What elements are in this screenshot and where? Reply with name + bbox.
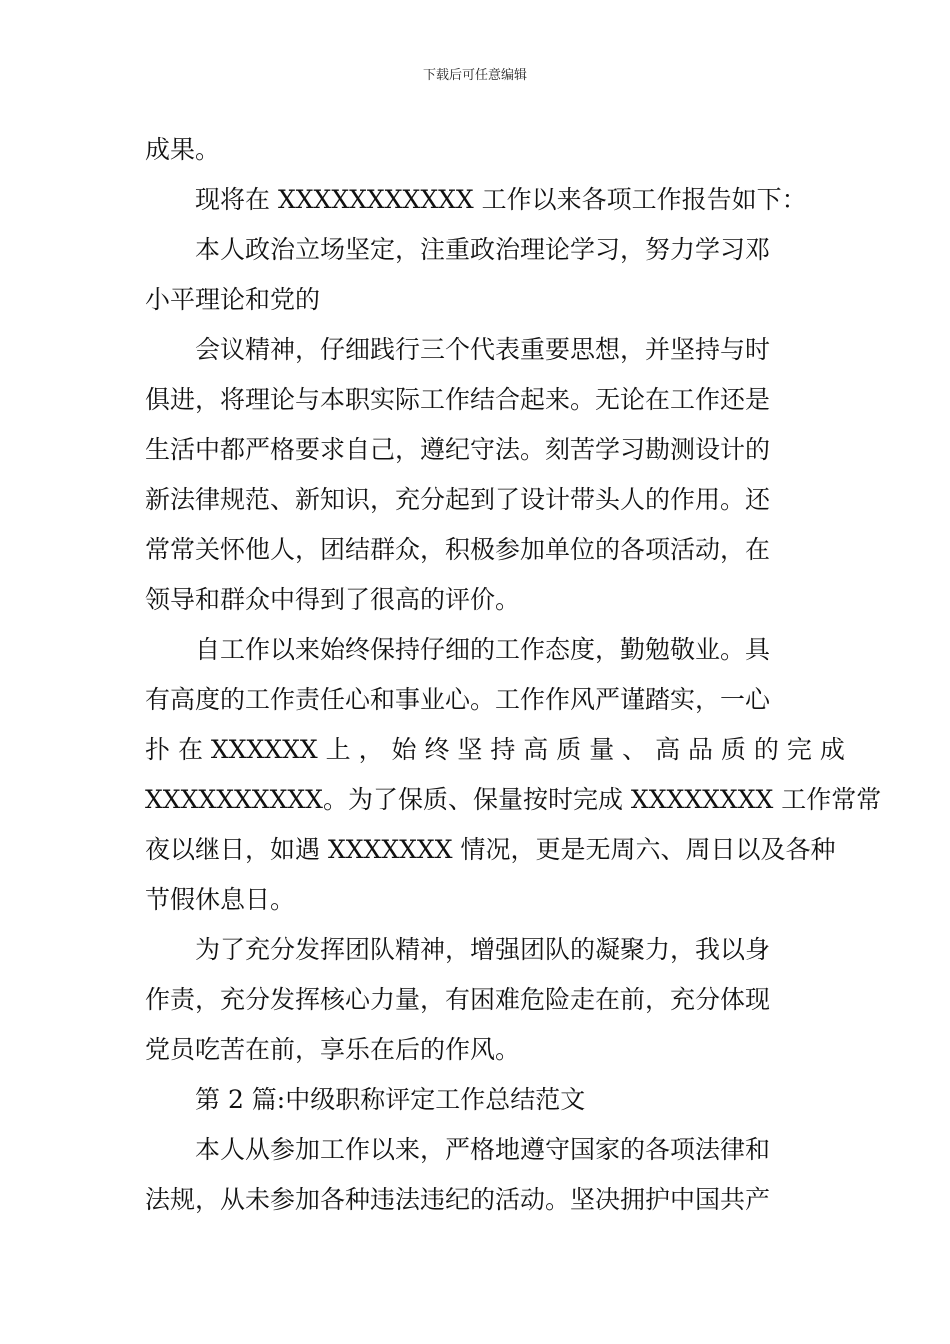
text-line: 夜以继日，如遇 XXXXXXX 情况，更是无周六、周日以及各种 — [145, 835, 836, 864]
text-line: 生活中都严格要求自己，遵纪守法。刻苦学习勘测设计的 — [145, 435, 771, 464]
text-line: 现将在 XXXXXXXXXXX 工作以来各项工作报告如下： — [195, 185, 807, 214]
document-body — [145, 125, 882, 1225]
text-line: 本人从参加工作以来，严格地遵守国家的各项法律和 — [195, 1135, 771, 1164]
text-line: XXXXXXXXXX。为了保质、保量按时完成 XXXXXXXX 工作常常 — [145, 785, 882, 814]
text-line: 自工作以来始终保持仔细的工作态度，勤勉敬业。具 — [195, 635, 771, 664]
text-line: 扑 在 XXXXXX 上 ， 始 终 坚 持 高 质 量 、 高 品 质 的 完 成 — [145, 735, 845, 764]
text-line: 成果。 — [145, 135, 221, 164]
text-line: 会议精神，仔细践行三个代表重要思想，并坚持与时 — [195, 335, 771, 364]
text-line: 为了充分发挥团队精神，增强团队的凝聚力，我以身 — [195, 935, 771, 964]
page-header: 下载后可任意编辑 — [422, 68, 527, 83]
text-line: 新法律规范、新知识，充分起到了设计带头人的作用。还 — [145, 485, 771, 514]
text-line: 俱进，将理论与本职实际工作结合起来。无论在工作还是 — [145, 385, 771, 414]
text-line: 本人政治立场坚定，注重政治理论学习，努力学习邓 — [195, 235, 771, 264]
text-line: 领导和群众中得到了很高的评价。 — [145, 585, 521, 614]
text-line: 第 2 篇:中级职称评定工作总结范文 — [195, 1085, 586, 1114]
text-line: 法规，从未参加各种违法违纪的活动。坚决拥护中国共产 — [145, 1185, 771, 1214]
text-line: 党员吃苦在前，享乐在后的作风。 — [145, 1035, 521, 1064]
text-line: 常常关怀他人，团结群众，积极参加单位的各项活动，在 — [145, 535, 771, 564]
text-line: 节假休息日。 — [145, 885, 296, 914]
text-line: 作责，充分发挥核心力量，有困难危险走在前，充分体现 — [145, 985, 771, 1014]
text-line: 有高度的工作责任心和事业心。工作作风严谨踏实，一心 — [145, 685, 771, 714]
text-line: 小平理论和党的 — [145, 285, 321, 314]
